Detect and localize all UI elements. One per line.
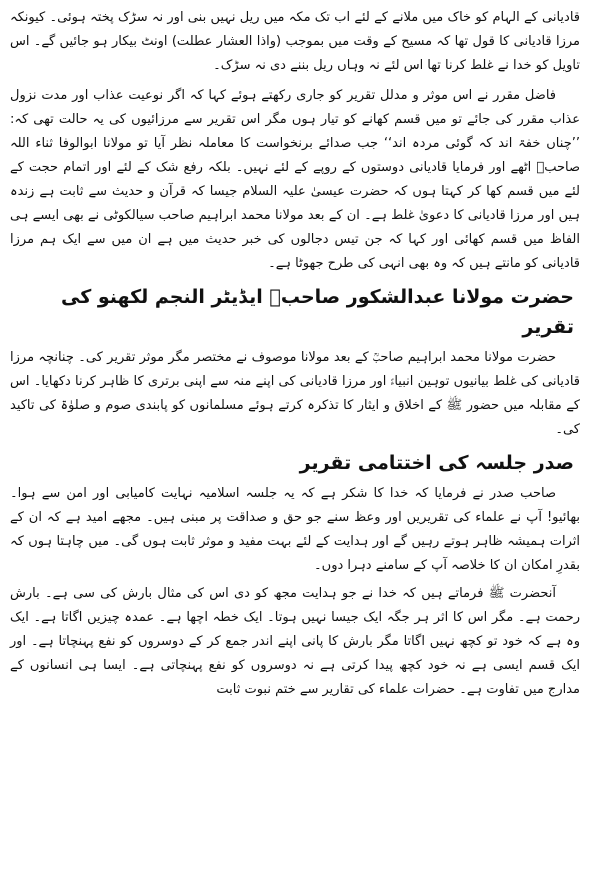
- paragraph-opening: قادیانی کے الہام کو خاک میں ملانے کے لئے اب تک مکہ میں ریل نہیں بنی اور نہ سڑک پختہ ہوئی۔ کیونکہ مرزا قادیانی کا قول تھا کہ مسیح کے وقت میں بموجب (واذا العشار عطلت) اونٹ بیکار ہو جائیں گے۔ اس تاویل کو خدا نے غلط کرنا تھا اس لئے نہ وہاں ریل بننے دی نہ سڑک۔: [10, 10, 580, 73]
- paragraph-president-speech: صاحب صدر نے فرمایا کہ خدا کا شکر ہے کہ یہ جلسہ اسلامیہ نہایت کامیابی اور امن سے ہوا۔ بھائیو! آپ نے علماء کی تقریریں اور وعظ سنے جو حق و صداقت پر مبنی ہیں۔ مجھے امید ہے کہ ان کے اثرات ہمیشہ ظاہر ہوتے رہیں گے اور ہدایت کے لئے بہت مفید و موثر ثابت ہوں گی۔ میں چاہتا ہوں کہ بقدرِ امکان ان کا خلاصہ آپ کے سامنے دہرا دوں۔: [10, 486, 580, 573]
- section-heading-abdul-shakoor: حضرت مولانا عبدالشکور صاحبؒ ایڈیٹر النجم لکھنو کی تقریر: [60, 286, 574, 338]
- paragraph-speaker-oath: فاضل مقرر نے اس موثر و مدلل تقریر کو جاری رکھتے ہوئے کہا کہ اگر نوعیت عذاب اور مدت نزول عذاب مقرر کی جائے تو میں قسم کھانے کو تیار ہوں مگر اس تقریر سے مرزائیوں کی یہ حالت تھی کہ: ’’چناں خفۃ اند کہ گوئی مردہ اند‘‘ جب صدائے برنخواست کا معاملہ نظر آیا تو مولانا ابوالوفا ثناء اللہ صاحبؒ اٹھے اور فرمایا قادیانی دوستوں کے روپے کے لئے نہیں۔ بلکہ رفع شک کے لئے اور اتمام حجت کے لئے میں قسم کھا کر کہتا ہوں کہ حضرت عیسیٰ علیہ السلام جیسا کہ قرآن و حدیث سے ثابت ہے زندہ ہیں اور مرزا قادیانی کا دعویٰ غلط ہے۔ ان کے بعد مولانا محمد ابراہیم صاحب سیالکوٹی نے بھی ایسے ہی الفاظ میں قسم کھائی اور کہا کہ جن تیس دجالوں کی خبر حدیث میں ہے ان میں سے ایک ہم مرزا قادیانی کو مانتے ہیں کہ وہ بھی انہی کی طرح جھوٹا ہے۔: [10, 88, 580, 271]
- paragraph-rain-parable: آنحضرت ﷺ فرماتے ہیں کہ خدا نے جو ہدایت مجھ کو دی اس کی مثال بارش کی سی ہے۔ بارش رحمت ہے۔ مگر اس کا اثر ہر جگہ ایک جیسا نہیں ہوتا۔ ایک خطہ اچھا ہے۔ عمدہ چیزیں اگاتا ہے۔ ایک وہ ہے کہ خود تو کچھ نہیں اگاتا مگر بارش کا پانی اپنے اندر جمع کر کے دوسروں کو نفع پہنچاتا ہے۔ اور ایک قسم ایسی ہے نہ خود کچھ پیدا کرتی ہے نہ دوسروں کو نفع پہنچاتی ہے۔ ایسا ہی انسانوں کے مدارج میں تفاوت ہے۔ حضرات علماء کی تقاریر سے ختم نبوت ثابت: [10, 586, 580, 697]
- paragraph-abdul-shakoor-speech: حضرت مولانا محمد ابراہیم صاحبؒ کے بعد مولانا موصوف نے مختصر مگر موثر تقریر کی۔ چنانچہ مرزا قادیانی کی غلط بیانیوں توہین انبیاءؑ اور مرزا قادیانی کی اپنے منہ سے اپنی برتری کا ظاہر کرنا دکھایا۔ اس کے مقابلہ میں حضور ﷺ کے اخلاق و ایثار کا تذکرہ کرتے ہوئے مسلمانوں کو پابندی صوم و صلوٰۃ کی تاکید کی۔: [10, 350, 580, 437]
- section-heading-closing-speech: صدر جلسہ کی اختتامی تقریر: [299, 452, 574, 474]
